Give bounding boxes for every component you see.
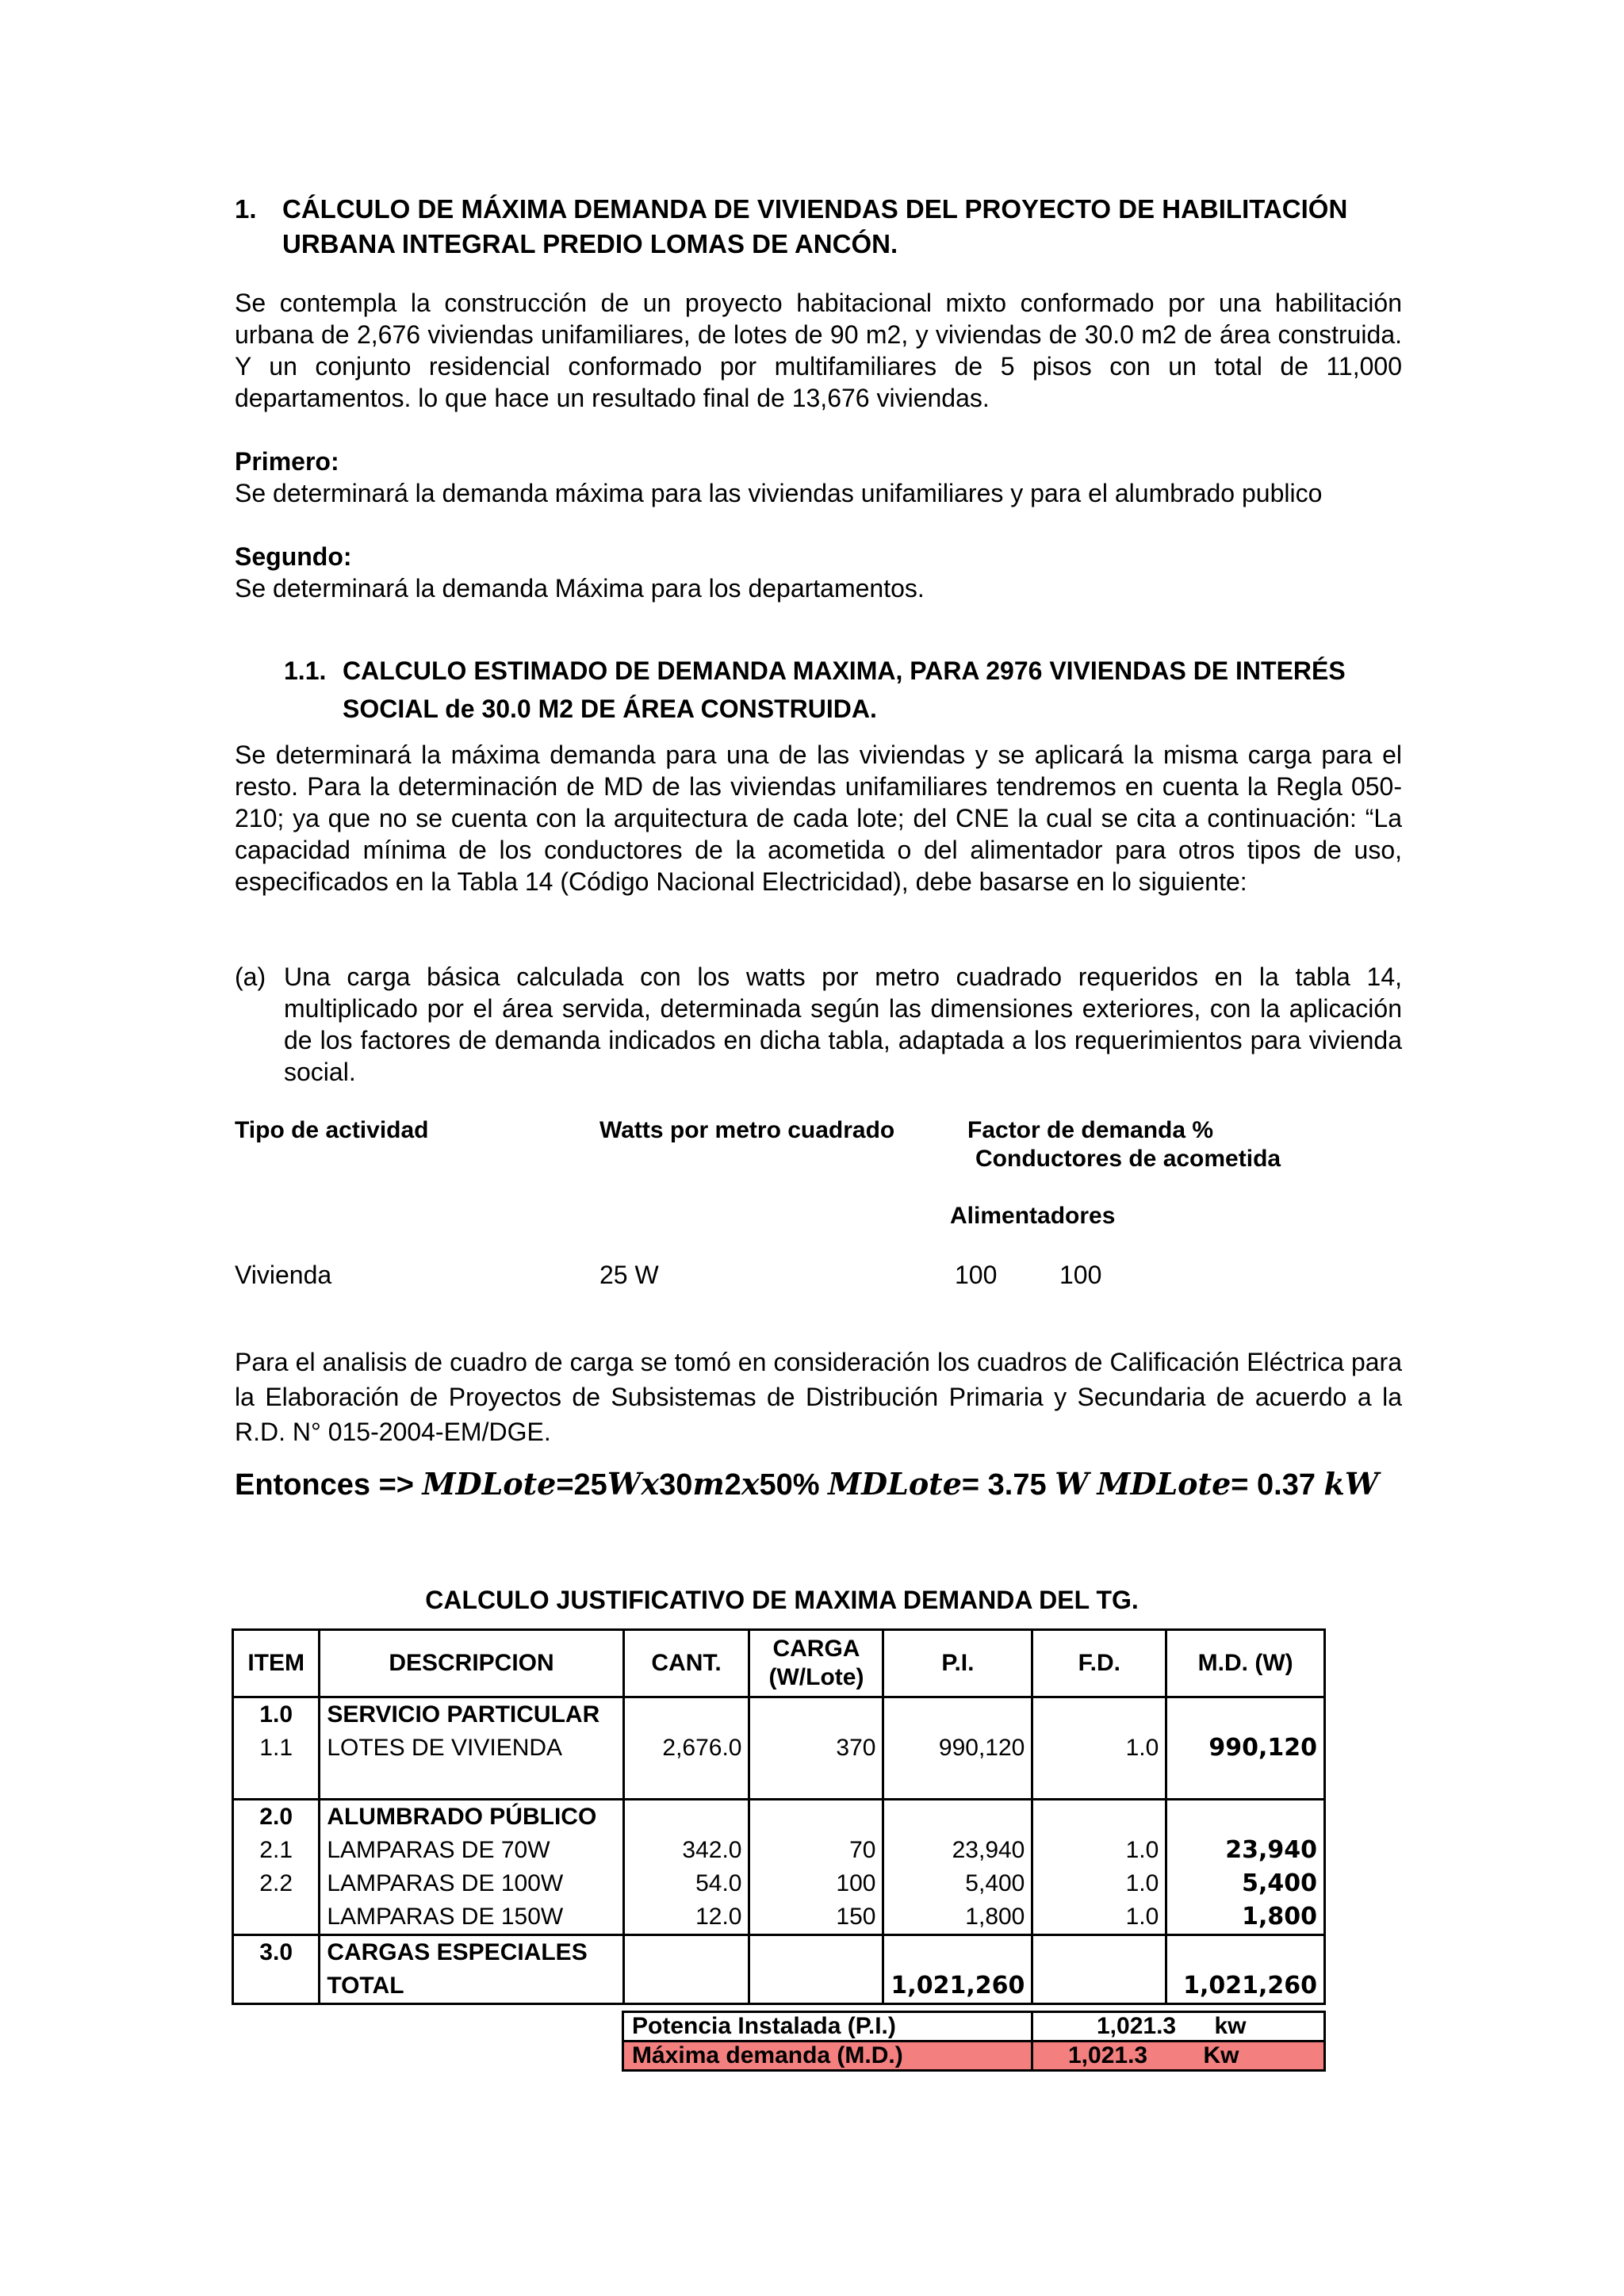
md-header-pi: P.I. [883,1630,1032,1697]
summary-pi-cell [1032,2012,1325,2042]
cell-carga: 70 [749,1834,883,1867]
cell-fd: 1.0 [1032,1732,1166,1765]
summary-md-cell [1032,2042,1325,2071]
cell-fd: 1.0 [1032,1900,1166,1935]
summary-pi-label: Potencia Instalada (P.I.) [623,2012,1032,2042]
md-table-title: CALCULO JUSTIFICATIVO DE MAXIMA DEMANDA DEL TG. [425,1586,1139,1614]
cell-cant: 54.0 [623,1867,749,1900]
formula-eq-1b: 30 [659,1468,693,1502]
summary-md-value: 1,021.3 [1068,2042,1148,2068]
section-1-title: CÁLCULO DE MÁXIMA DEMANDA DE VIVIENDAS DEL PROYECTO DE HABILITACIÓN URBANA INTEGRAL PREDIO LOMAS DE ANCÓN. [282,194,1348,258]
cell-pi: 990,120 [883,1732,1032,1765]
md-header-carga: CARGA (W/Lote) [749,1630,883,1697]
cell-desc: CARGAS ESPECIALES [320,1935,623,1970]
activity-row-alimentadores: 100 [1059,1261,1102,1289]
cell-desc: LOTES DE VIVIENDA [320,1732,623,1765]
section-1-number: 1. [235,194,257,224]
summary-md-unit: Kw [1203,2042,1239,2068]
formula-var-3: MDLote [1097,1466,1231,1502]
formula-eq-1d: 50% [759,1468,820,1502]
segundo-text: Se determinará la demanda Máxima para los departamentos. [235,574,925,603]
cell-item: 2.0 [233,1800,320,1835]
cell-total-label: TOTAL [320,1969,623,2004]
formula-var-1: MDLote [422,1466,557,1502]
table-row [233,1732,1325,1765]
summary-table [622,2011,1326,2072]
cell-fd: 1.0 [1032,1867,1166,1900]
activity-row-watts: 25 W [599,1261,659,1289]
table-row [233,1697,1325,1732]
table-row [233,1900,1325,1935]
cell-desc: LAMPARAS DE 150W [320,1900,623,1935]
md-header-fd: F.D. [1032,1630,1166,1697]
formula-eq-1c: 2 [724,1468,741,1502]
cell-pi: 5,400 [883,1867,1032,1900]
table-row [233,1867,1325,1900]
cell-total-md: 1,021,260 [1166,1969,1325,2004]
cell-total-pi: 1,021,260 [883,1969,1032,2004]
segundo-label: Segundo: [235,542,352,571]
cell-item: 1.0 [233,1697,320,1732]
primero-label: Primero: [235,447,339,476]
md-header-item: ITEM [233,1630,320,1697]
table-row-total [233,1969,1325,2004]
formula-lead: Entonces => [235,1468,414,1502]
list-item-a-text: Una carga básica calculada con los watts por metro cuadrado requeridos en la tabla 14, multiplicado por el área servida, determinada según las dimensiones exteriores, con la aplicación de los factores de demanda indicados en dicha tabla, adaptada a los requerimientos para vivienda social. [284,962,1402,1086]
section-1-1-title: CALCULO ESTIMADO DE DEMANDA MAXIMA, PARA 2976 VIVIENDAS DE INTERÉS SOCIAL de 30.0 M2 DE ÁREA CONSTRUIDA. [343,656,1346,723]
activity-row-conductores: 100 [955,1261,998,1289]
formula-unit-4: x [741,1466,760,1502]
formula-unit-2: x [641,1466,660,1502]
section-1-1-paragraph: Se determinará la máxima demanda para una de las viviendas y se aplicará la misma carga para el resto. Para la determinación de MD de las viviendas unifamiliares tendremos en cuenta la Regla 050-210; ya que no se cuenta con la arquitectura de cada lote; del CNE la cual se cita a continuación: “La capacidad mínima de los conductores de la acometida o del alimentador para otros tipos de uso, especificados en la Tabla 14 (Código Nacional Electricidad), debe basarse en lo siguiente: [235,740,1402,896]
table-row-spacer [233,1765,1325,1800]
cell-md: 5,400 [1166,1867,1325,1900]
summary-pi-unit: kw [1214,2013,1247,2039]
section-1-1-number: 1.1. [284,656,327,685]
activity-col-tipo: Tipo de actividad [235,1117,429,1143]
md-table-header-row [233,1630,1325,1697]
cell-cant: 12.0 [623,1900,749,1935]
formula-var-2: MDLote [828,1466,962,1502]
cell-item [233,1900,320,1935]
cell-pi: 23,940 [883,1834,1032,1867]
md-header-md: M.D. (W) [1166,1630,1325,1697]
cell-carga: 150 [749,1900,883,1935]
md-header-descripcion: DESCRIPCION [320,1630,623,1697]
summary-row-pi [623,2012,1325,2042]
cell-desc: LAMPARAS DE 70W [320,1834,623,1867]
summary-pi-value: 1,021.3 [1097,2013,1177,2039]
analysis-paragraph: Para el analisis de cuadro de carga se tomó en consideración los cuadros de Calificación Eléctrica para la Elaboración de Proyectos de Subsistemas de Distribución Primaria y Secundaria de acuerdo a la R.D. N° 015-2004-EM/DGE. [235,1348,1402,1446]
cell-fd: 1.0 [1032,1834,1166,1867]
summary-md-label: Máxima demanda (M.D.) [623,2042,1032,2071]
list-item-a-marker: (a) [235,962,266,991]
cell-md: 990,120 [1166,1732,1325,1765]
cell-cant: 2,676.0 [623,1732,749,1765]
cell-item: 3.0 [233,1935,320,1970]
formula-unit-5: W [1055,1466,1089,1502]
md-header-cant: CANT. [623,1630,749,1697]
cell-desc: ALUMBRADO PÚBLICO [320,1800,623,1835]
primero-text: Se determinará la demanda máxima para las viviendas unifamiliares y para el alumbrado publico [235,479,1323,507]
cell-item: 2.2 [233,1867,320,1900]
formula-unit-6: kW [1323,1466,1379,1502]
activity-col-alimentadores: Alimentadores [950,1203,1116,1229]
formula-unit-1: W [607,1466,642,1502]
table-row [233,1834,1325,1867]
cell-carga: 370 [749,1732,883,1765]
cell-pi: 1,800 [883,1900,1032,1935]
cell-md: 23,940 [1166,1834,1325,1867]
cell-desc: LAMPARAS DE 100W [320,1867,623,1900]
formula-eq-2: = 3.75 [961,1468,1047,1502]
activity-col-conductores: Conductores de acometida [975,1146,1281,1172]
formula-eq-1a: =25 [556,1468,607,1502]
cell-desc: SERVICIO PARTICULAR [320,1697,623,1732]
activity-row-tipo: Vivienda [235,1261,332,1289]
summary-row-md [623,2042,1325,2071]
cell-item: 1.1 [233,1732,320,1765]
table-row [233,1935,1325,1970]
intro-paragraph: Se contempla la construcción de un proyecto habitacional mixto conformado por una habilitación urbana de 2,676 viviendas unifamiliares, de lotes de 90 m2, y viviendas de 30.0 m2 de área construida. Y un conjunto residencial conformado por multifamiliares de 5 pisos con un total de 11,000 departamentos. lo que hace un resultado final de 13,676 viviendas. [235,289,1402,412]
table-row [233,1800,1325,1835]
formula-unit-3: m [692,1466,725,1502]
cell-md: 1,800 [1166,1900,1325,1935]
activity-col-factor: Factor de demanda % [967,1117,1214,1143]
formula-eq-3: = 0.37 [1231,1468,1316,1502]
cell-item: 2.1 [233,1834,320,1867]
formula-line [235,1465,1379,1504]
activity-col-watts: Watts por metro cuadrado [599,1117,895,1143]
md-table [232,1628,1326,2005]
cell-cant: 342.0 [623,1834,749,1867]
cell-carga: 100 [749,1867,883,1900]
